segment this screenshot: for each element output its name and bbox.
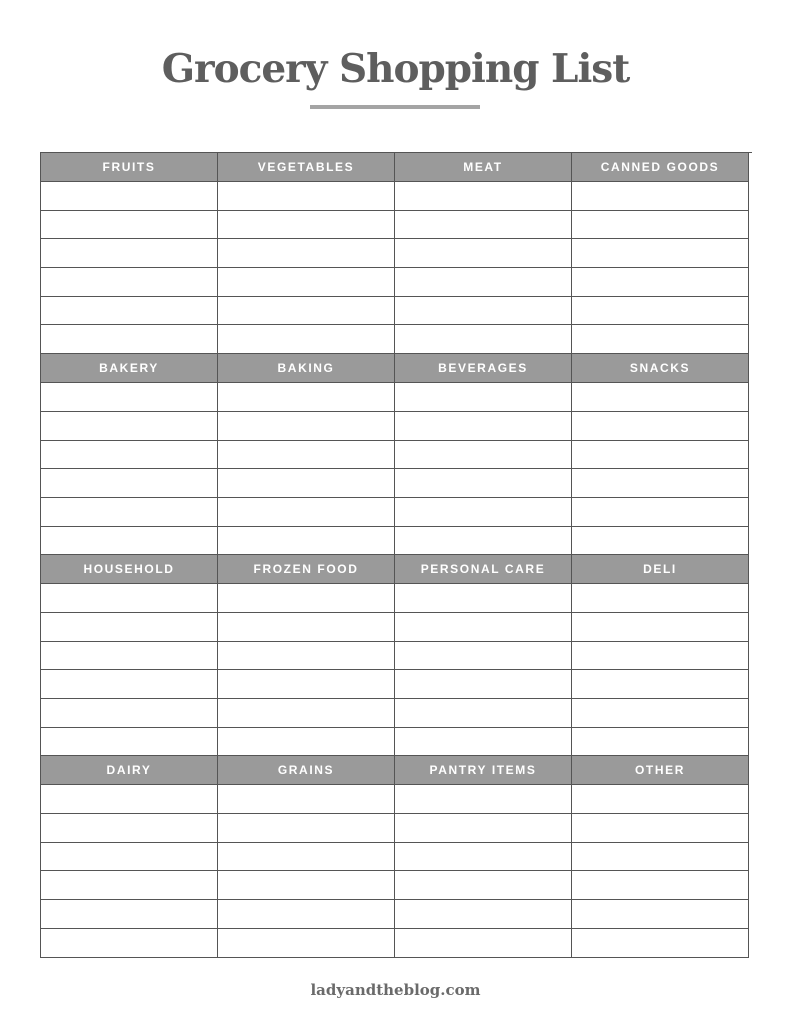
list-entry-cell[interactable]	[395, 642, 572, 671]
list-entry-cell[interactable]	[395, 728, 572, 757]
list-entry-cell[interactable]	[395, 900, 572, 929]
list-entry-cell[interactable]	[395, 584, 572, 613]
list-entry-cell[interactable]	[41, 814, 218, 843]
list-entry-cell[interactable]	[395, 469, 572, 498]
list-entry-cell[interactable]	[41, 843, 218, 872]
list-entry-cell[interactable]	[218, 498, 395, 527]
category-header-beverages: BEVERAGES	[395, 354, 572, 383]
list-entry-cell[interactable]	[218, 670, 395, 699]
list-entry-cell[interactable]	[395, 239, 572, 268]
list-section	[41, 153, 752, 354]
list-entry-cell[interactable]	[572, 412, 749, 441]
title-underline	[310, 105, 480, 109]
category-header-snacks: SNACKS	[572, 354, 749, 383]
list-entry-cell[interactable]	[41, 699, 218, 728]
list-entry-cell[interactable]	[41, 642, 218, 671]
category-header-household: HOUSEHOLD	[41, 555, 218, 584]
list-entry-cell[interactable]	[41, 211, 218, 240]
list-entry-cell[interactable]	[395, 268, 572, 297]
list-entry-cell[interactable]	[572, 383, 749, 412]
list-entry-cell[interactable]	[395, 929, 572, 958]
list-entry-cell[interactable]	[572, 728, 749, 757]
list-entry-cell[interactable]	[41, 670, 218, 699]
list-entry-cell[interactable]	[572, 527, 749, 556]
category-header-pantry-items: PANTRY ITEMS	[395, 756, 572, 785]
list-entry-cell[interactable]	[572, 297, 749, 326]
category-header-grains: GRAINS	[218, 756, 395, 785]
list-entry-cell[interactable]	[218, 239, 395, 268]
list-entry-cell[interactable]	[218, 325, 395, 354]
list-entry-cell[interactable]	[41, 929, 218, 958]
list-entry-cell[interactable]	[218, 613, 395, 642]
list-entry-cell[interactable]	[395, 843, 572, 872]
category-header-fruits: FRUITS	[41, 153, 218, 182]
list-entry-cell[interactable]	[218, 871, 395, 900]
list-entry-cell[interactable]	[41, 728, 218, 757]
list-entry-cell[interactable]	[572, 613, 749, 642]
list-entry-cell[interactable]	[41, 239, 218, 268]
list-entry-cell[interactable]	[395, 412, 572, 441]
list-entry-cell[interactable]	[572, 929, 749, 958]
list-entry-cell[interactable]	[395, 699, 572, 728]
category-header-frozen-food: FROZEN FOOD	[218, 555, 395, 584]
list-entry-cell[interactable]	[395, 498, 572, 527]
list-entry-cell[interactable]	[218, 814, 395, 843]
list-entry-cell[interactable]	[218, 699, 395, 728]
list-entry-cell[interactable]	[395, 814, 572, 843]
list-entry-cell[interactable]	[41, 412, 218, 441]
list-entry-cell[interactable]	[41, 584, 218, 613]
list-entry-cell[interactable]	[218, 412, 395, 441]
list-entry-cell[interactable]	[218, 441, 395, 470]
list-entry-cell[interactable]	[572, 900, 749, 929]
list-section	[41, 354, 752, 555]
list-entry-cell[interactable]	[218, 297, 395, 326]
list-entry-cell[interactable]	[41, 268, 218, 297]
list-entry-cell[interactable]	[395, 297, 572, 326]
list-entry-cell[interactable]	[572, 469, 749, 498]
list-entry-cell[interactable]	[395, 182, 572, 211]
list-entry-cell[interactable]	[395, 785, 572, 814]
list-entry-cell[interactable]	[572, 871, 749, 900]
page-title: Grocery Shopping List	[161, 46, 630, 92]
list-entry-cell[interactable]	[218, 843, 395, 872]
list-entry-cell[interactable]	[218, 929, 395, 958]
list-entry-cell[interactable]	[572, 498, 749, 527]
list-entry-cell[interactable]	[218, 268, 395, 297]
list-entry-cell[interactable]	[572, 785, 749, 814]
list-entry-cell[interactable]	[41, 469, 218, 498]
list-entry-cell[interactable]	[41, 325, 218, 354]
category-header-baking: BAKING	[218, 354, 395, 383]
list-entry-cell[interactable]	[41, 441, 218, 470]
list-entry-cell[interactable]	[218, 584, 395, 613]
list-entry-cell[interactable]	[41, 785, 218, 814]
list-entry-cell[interactable]	[572, 211, 749, 240]
list-entry-cell[interactable]	[41, 900, 218, 929]
list-entry-cell[interactable]	[218, 900, 395, 929]
list-entry-cell[interactable]	[395, 383, 572, 412]
list-entry-cell[interactable]	[218, 728, 395, 757]
list-section	[41, 756, 752, 957]
footer-site-credit: ladyandtheblog.com	[310, 981, 481, 999]
list-entry-cell[interactable]	[395, 871, 572, 900]
list-entry-cell[interactable]	[395, 613, 572, 642]
list-entry-cell[interactable]	[41, 613, 218, 642]
list-entry-cell[interactable]	[572, 584, 749, 613]
list-entry-cell[interactable]	[41, 182, 218, 211]
list-entry-cell[interactable]	[572, 843, 749, 872]
category-header-other: OTHER	[572, 756, 749, 785]
list-entry-cell[interactable]	[41, 383, 218, 412]
list-entry-cell[interactable]	[395, 527, 572, 556]
list-entry-cell[interactable]	[218, 211, 395, 240]
list-entry-cell[interactable]	[572, 239, 749, 268]
category-header-canned-goods: CANNED GOODS	[572, 153, 749, 182]
category-header-deli: DELI	[572, 555, 749, 584]
list-entry-cell[interactable]	[395, 325, 572, 354]
category-header-bakery: BAKERY	[41, 354, 218, 383]
list-entry-cell[interactable]	[218, 527, 395, 556]
list-entry-cell[interactable]	[218, 182, 395, 211]
list-entry-cell[interactable]	[218, 642, 395, 671]
list-entry-cell[interactable]	[395, 441, 572, 470]
category-header-vegetables: VEGETABLES	[218, 153, 395, 182]
list-entry-cell[interactable]	[41, 871, 218, 900]
list-entry-cell[interactable]	[572, 814, 749, 843]
list-entry-cell[interactable]	[218, 469, 395, 498]
list-entry-cell[interactable]	[41, 297, 218, 326]
list-entry-cell[interactable]	[572, 699, 749, 728]
list-entry-cell[interactable]	[572, 642, 749, 671]
list-entry-cell[interactable]	[41, 498, 218, 527]
list-section	[41, 555, 752, 756]
category-header-dairy: DAIRY	[41, 756, 218, 785]
category-header-meat: MEAT	[395, 153, 572, 182]
list-entry-cell[interactable]	[572, 182, 749, 211]
list-entry-cell[interactable]	[218, 383, 395, 412]
list-entry-cell[interactable]	[395, 211, 572, 240]
shopping-list-grid	[40, 152, 752, 958]
list-entry-cell[interactable]	[572, 670, 749, 699]
list-entry-cell[interactable]	[572, 325, 749, 354]
list-entry-cell[interactable]	[572, 268, 749, 297]
list-entry-cell[interactable]	[395, 670, 572, 699]
list-entry-cell[interactable]	[218, 785, 395, 814]
list-entry-cell[interactable]	[572, 441, 749, 470]
list-entry-cell[interactable]	[41, 527, 218, 556]
category-header-personal-care: PERSONAL CARE	[395, 555, 572, 584]
